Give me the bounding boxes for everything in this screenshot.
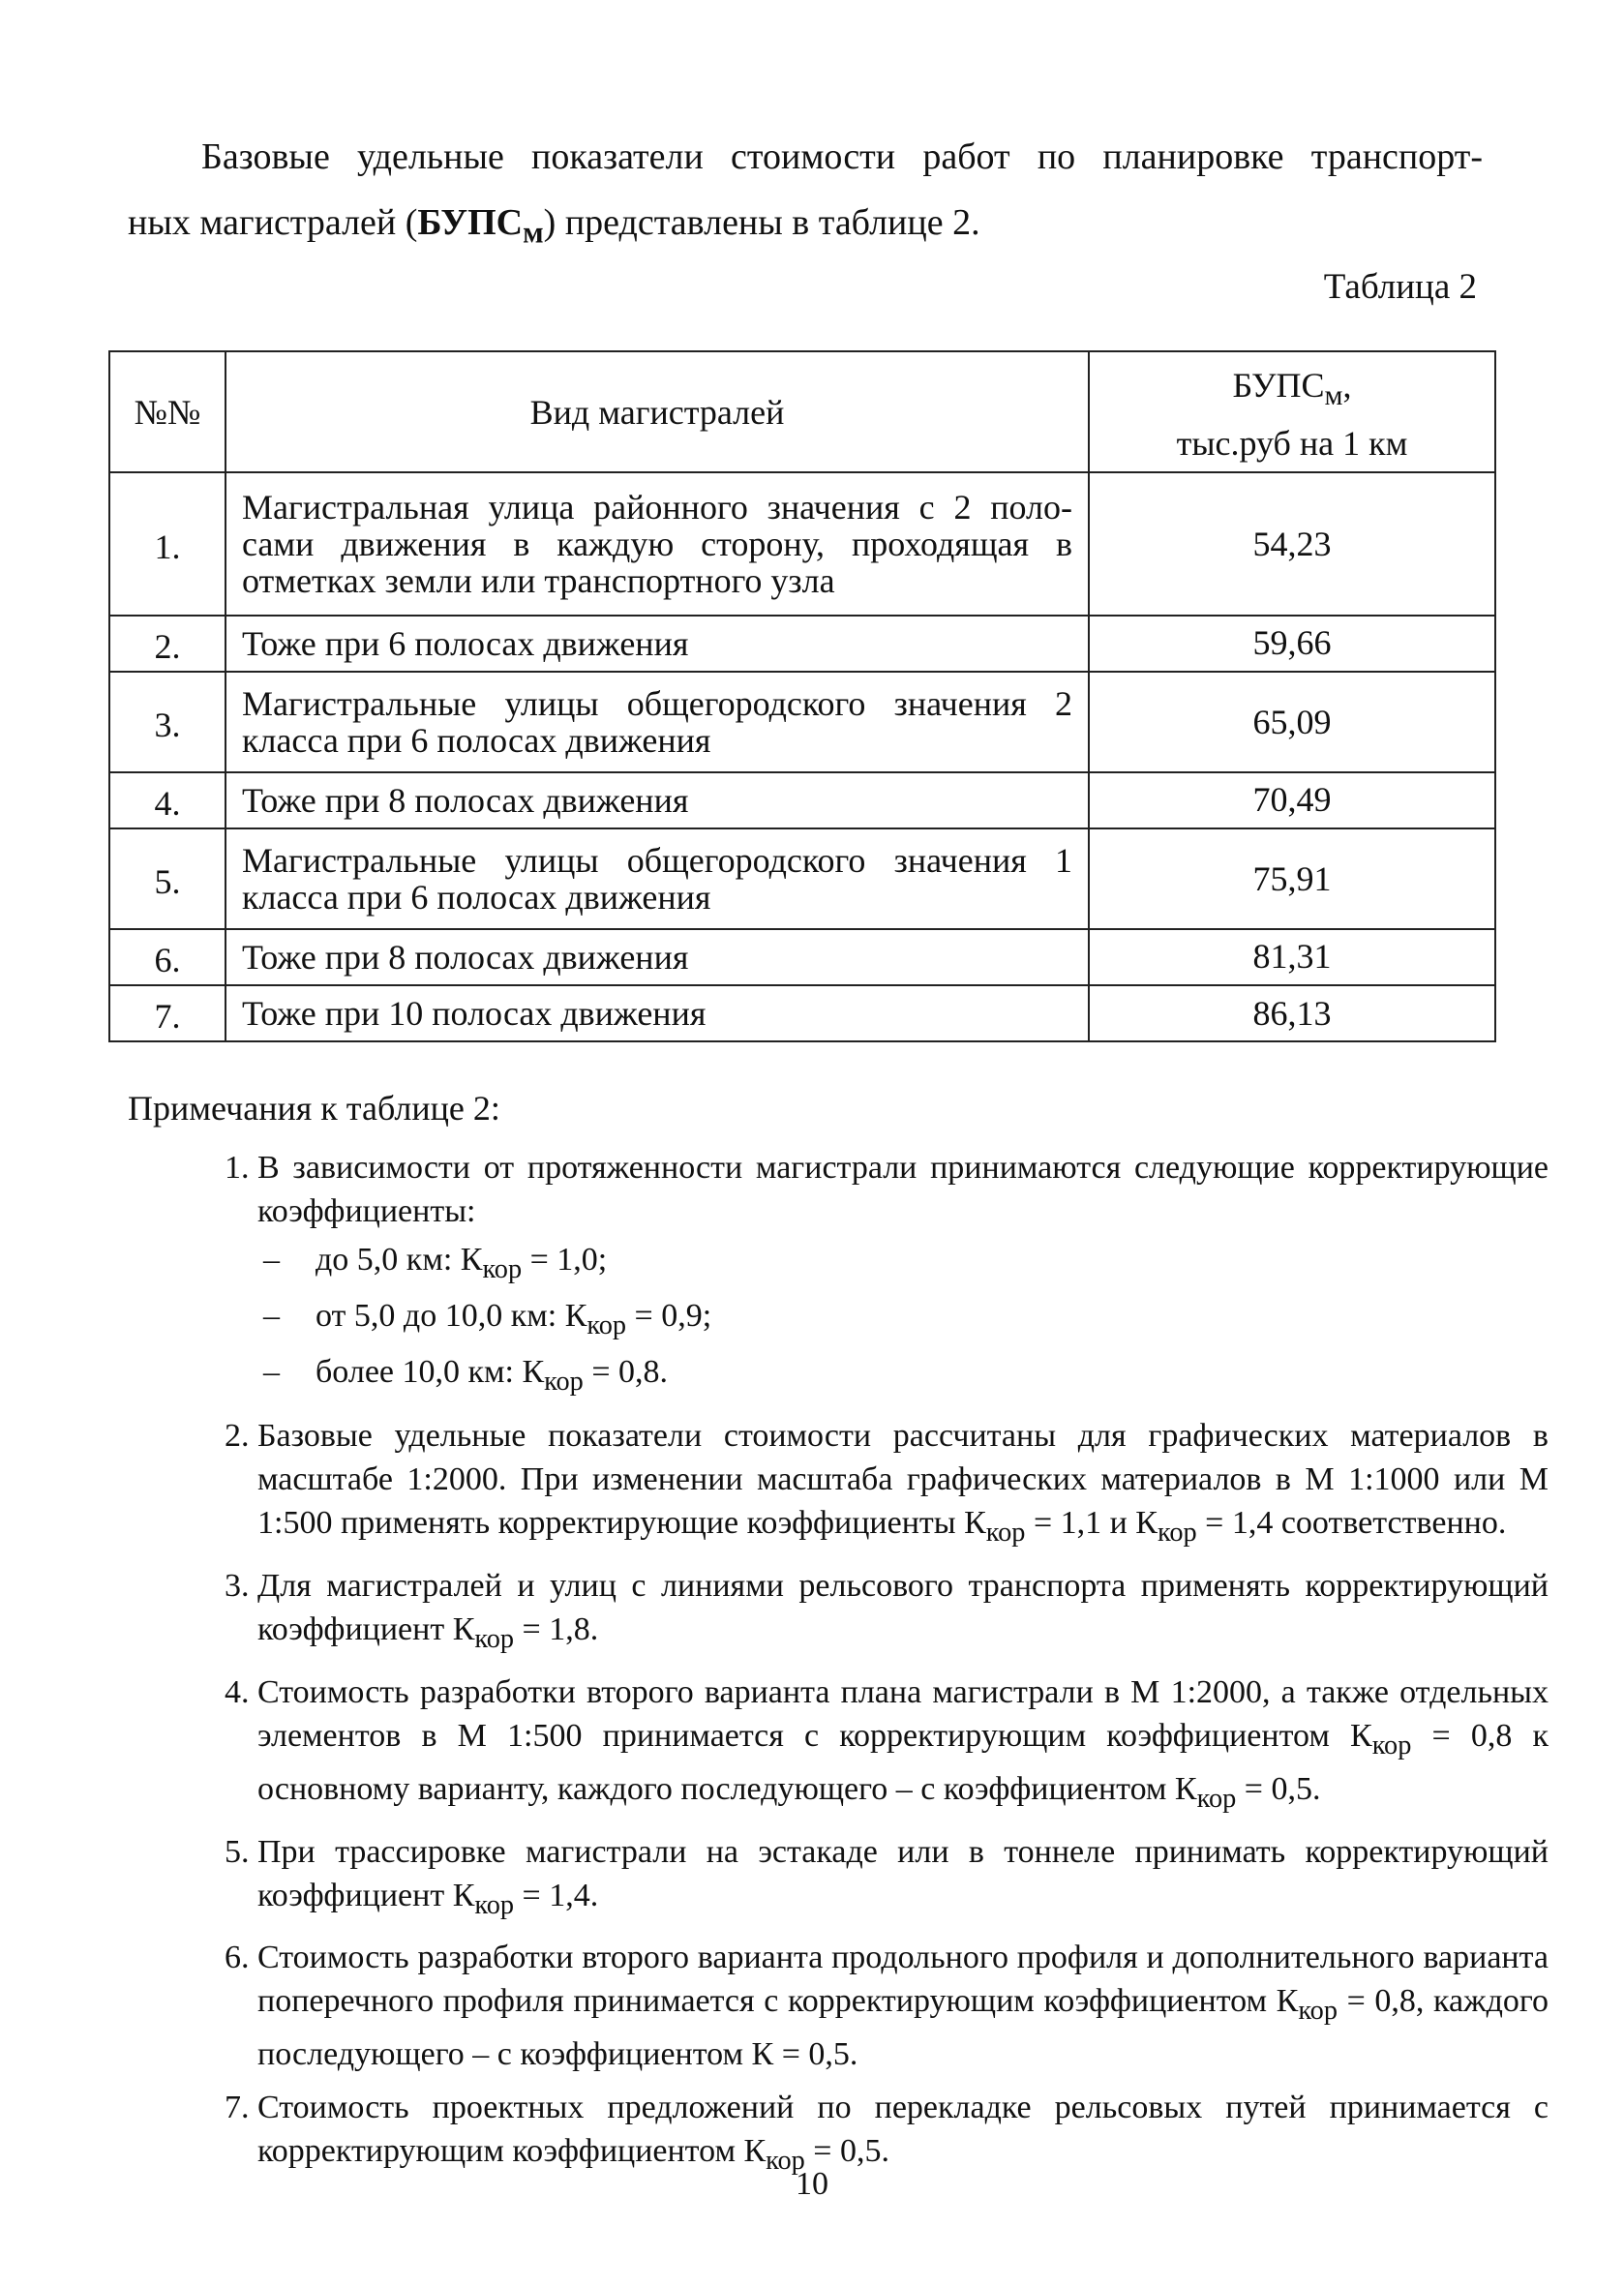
- table-row: [109, 672, 1495, 772]
- bups-text: БУПС: [417, 202, 524, 243]
- coefficient-value: = 0,8.: [583, 1353, 669, 1390]
- intro-text-pre: ных магистралей (: [128, 202, 418, 243]
- table-caption: Таблица 2: [1323, 267, 1477, 307]
- note-text: Базовые удельные показатели стоимости рассчитаны для графических материалов в масштабе 1:2000. При изменении масштаба графических материалов в М 1:1000 или М 1:500 применять корректирующие коэффициенты К: [257, 1418, 1549, 1542]
- note-item: [257, 1670, 1549, 1821]
- intro-text-post: ) представлены в таблице 2.: [543, 202, 980, 243]
- header-cost-comma: ,: [1342, 366, 1352, 406]
- k-subscript: кор: [1371, 1730, 1412, 1760]
- row-value: 81,31: [1089, 929, 1495, 985]
- note-item: [257, 1414, 1549, 1554]
- row-description: Магистральная улица районного значения с 2 поло-сами движения в каждую сторону, проходящая в отметках земли или транспортного узла: [226, 472, 1089, 616]
- header-cost-abbr: БУПС: [1232, 366, 1325, 406]
- table-row: [109, 616, 1495, 672]
- row-number: 4.: [109, 772, 226, 828]
- table-row: [109, 929, 1495, 985]
- intro-paragraph: [128, 124, 1483, 266]
- cost-table: [108, 350, 1496, 1042]
- header-road-type: Вид магистралей: [226, 351, 1089, 472]
- k-subscript: кор: [474, 1889, 515, 1920]
- k-subscript: кор: [1196, 1783, 1237, 1814]
- note-text: = 0,5.: [1236, 1770, 1321, 1807]
- note-text: = 1,1 и К: [1025, 1505, 1158, 1542]
- k-subscript: кор: [474, 1623, 515, 1654]
- row-number: 1.: [109, 472, 226, 616]
- table-row: [109, 985, 1495, 1041]
- note-text: = 1,8.: [514, 1611, 599, 1648]
- note-item: [257, 1564, 1549, 1661]
- note-text: = 1,4 соответственно.: [1196, 1505, 1507, 1542]
- row-description: Магистральные улицы общегородского значения 2 класса при 6 полосах движения: [226, 672, 1089, 772]
- note-text: Стоимость разработки второго варианта продольного профиля и дополнительного варианта поперечного профиля принимается с корректирующим коэффициентом К: [257, 1940, 1549, 2020]
- row-number: 3.: [109, 672, 226, 772]
- row-value: 70,49: [1089, 772, 1495, 828]
- dash-bullet: –: [263, 1353, 280, 1390]
- row-value: 86,13: [1089, 985, 1495, 1041]
- row-description: Тоже при 8 полосах движения: [226, 929, 1089, 985]
- k-subscript: кор: [482, 1253, 523, 1284]
- note-text: При трассировке магистрали на эстакаде или в тоннеле принимать корректирующий коэффициент К: [257, 1833, 1549, 1913]
- row-value: 59,66: [1089, 616, 1495, 672]
- note-text: = 0,5.: [804, 2133, 889, 2170]
- row-number: 5.: [109, 828, 226, 929]
- coefficient-text: от 5,0 до 10,0 км: К: [316, 1297, 587, 1334]
- note-item: [257, 1146, 1549, 1404]
- note-text: В зависимости от протяженности магистрали принимаются следующие корректирующие коэффициенты:: [257, 1150, 1549, 1229]
- note-text: Стоимость разработки второго варианта плана магистрали в М 1:2000, а также отдельных элементов в М 1:500 принимается с корректирующим коэффициентом К: [257, 1673, 1549, 1754]
- table-row: [109, 772, 1495, 828]
- note-text: Стоимость проектных предложений по перекладке рельсовых путей принимается с корректирующим коэффициентом К: [257, 2090, 1549, 2170]
- notes-list: [194, 1146, 1549, 2192]
- row-description: Тоже при 10 полосах движения: [226, 985, 1089, 1041]
- coefficient-item: [263, 1349, 1549, 1405]
- row-description: Магистральные улицы общегородского значения 1 класса при 6 полосах движения: [226, 828, 1089, 929]
- row-value: 65,09: [1089, 672, 1495, 772]
- table-row: [109, 472, 1495, 616]
- note-text: = 1,4.: [514, 1877, 599, 1913]
- table-row: [109, 828, 1495, 929]
- row-number: 7.: [109, 985, 226, 1041]
- k-subscript: кор: [544, 1366, 584, 1397]
- coefficient-value: = 1,0;: [522, 1242, 608, 1278]
- note-text: = 0,8 к основному варианту, каждого последующего – с коэффициентом К: [257, 1717, 1549, 1807]
- page-number: 10: [796, 2166, 828, 2202]
- row-value: 54,23: [1089, 472, 1495, 616]
- intro-line-1: Базовые удельные показатели стоимости работ по планировке транспорт-: [201, 136, 1483, 177]
- header-number: №№: [109, 351, 226, 472]
- row-value: 75,91: [1089, 828, 1495, 929]
- dash-bullet: –: [263, 1297, 280, 1334]
- coefficient-value: = 0,9;: [626, 1297, 712, 1334]
- coefficient-text: более 10,0 км: К: [316, 1353, 545, 1390]
- notes-heading: Примечания к таблице 2:: [128, 1089, 500, 1128]
- table-header-row: [109, 351, 1495, 472]
- k-subscript: кор: [766, 2145, 805, 2176]
- k-subscript: кор: [985, 1518, 1026, 1549]
- row-number: 2.: [109, 616, 226, 672]
- k-subscript: кор: [586, 1309, 627, 1340]
- note-text: Для магистралей и улиц с линиями рельсового транспорта применять корректирующий коэффициент К: [257, 1568, 1549, 1648]
- k-subscript: кор: [1298, 1996, 1338, 2027]
- intro-line-2: [128, 190, 1483, 266]
- bups-subscript: м: [523, 215, 544, 250]
- note-item: [257, 1936, 1549, 2076]
- header-cost: [1089, 351, 1495, 472]
- bups-abbreviation: [417, 202, 544, 250]
- row-number: 6.: [109, 929, 226, 985]
- coefficient-text: до 5,0 км: К: [316, 1242, 483, 1278]
- coefficient-item: [263, 1237, 1549, 1293]
- k-subscript: кор: [1158, 1518, 1197, 1549]
- header-cost-units: тыс.руб на 1 км: [1176, 423, 1408, 463]
- header-cost-subscript: м: [1324, 379, 1343, 412]
- dash-bullet: –: [263, 1242, 280, 1278]
- row-description: Тоже при 8 полосах движения: [226, 772, 1089, 828]
- row-description: Тоже при 6 полосах движения: [226, 616, 1089, 672]
- note-text: = 0,8, каждого последующего – с коэффициентом К = 0,5.: [257, 1983, 1549, 2073]
- coefficient-list: [257, 1237, 1549, 1404]
- note-item: [257, 1830, 1549, 1927]
- coefficient-item: [263, 1293, 1549, 1349]
